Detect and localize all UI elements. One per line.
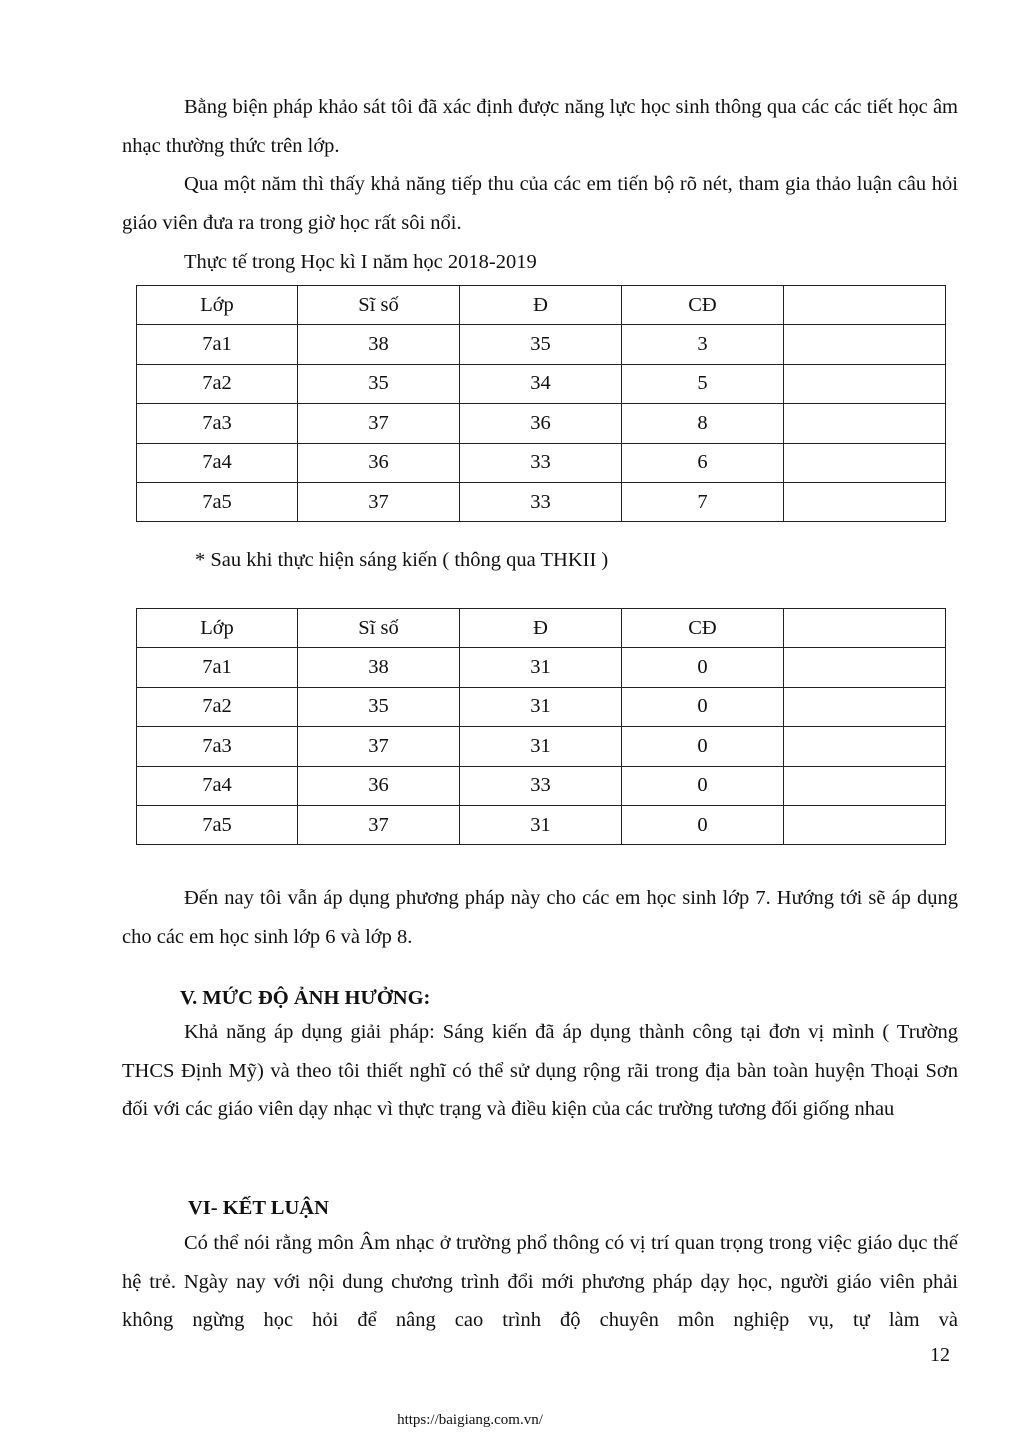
- table-cell: [784, 443, 946, 482]
- table-cell: 36: [460, 404, 622, 443]
- table-cell: 7a3: [137, 727, 298, 766]
- table1-caption: Thực tế trong Học kì I năm học 2018-2019: [184, 251, 537, 273]
- table-cell: 33: [460, 766, 622, 805]
- section-6-body: Có thể nói rằng môn Âm nhạc ở trường phổ thông có vị trí quan trọng trong việc giáo dục thế hệ trẻ. Ngày nay với nội dung chương trình đổi mới phương pháp dạy học, người giáo viên phải không ngừng học hỏi để nâng cao trình độ chuyên môn nghiệp vụ, tự làm và: [122, 1232, 958, 1331]
- header-cell: [784, 286, 946, 325]
- table-row: [137, 727, 946, 766]
- section-6-heading: VI- KẾT LUẬN: [188, 1197, 329, 1219]
- table-cell: 35: [298, 687, 460, 726]
- table-cell: [784, 687, 946, 726]
- header-cell: Đ: [460, 286, 622, 325]
- table-cell: 0: [622, 648, 784, 687]
- after-tables-paragraph: Đến nay tôi vẫn áp dụng phương pháp này cho các em học sinh lớp 7. Hướng tới sẽ áp dụng cho các em học sinh lớp 6 và lớp 8.: [122, 887, 958, 948]
- section-5-body: Khả năng áp dụng giải pháp: Sáng kiến đã áp dụng thành công tại đơn vị mình ( Trường THCS Định Mỹ) và theo tôi thiết nghĩ có thể sử dụng rộng rãi trong địa bàn toàn huyện Thoại Sơn đối với các giáo viên dạy nhạc vì thực trạng và điều kiện của các trường tương đối giống nhau: [122, 1021, 958, 1120]
- table-cell: 7a1: [137, 648, 298, 687]
- header-cell: CĐ: [622, 609, 784, 648]
- footer-url: https://baigiang.com.vn/: [397, 1412, 543, 1428]
- table-row: [137, 805, 946, 844]
- table-cell: 38: [298, 648, 460, 687]
- table-cell: 0: [622, 766, 784, 805]
- table-cell: 7: [622, 482, 784, 521]
- results-table-after-initiative: [136, 608, 946, 845]
- table-cell: 7a5: [137, 805, 298, 844]
- header-cell: Lớp: [137, 286, 298, 325]
- table-cell: 0: [622, 805, 784, 844]
- results-table-semester-1: [136, 285, 946, 522]
- table-cell: [784, 364, 946, 403]
- table-cell: 31: [460, 687, 622, 726]
- table-row: [137, 325, 946, 364]
- section-5-heading: V. MỨC ĐỘ ẢNH HƯỞNG:: [180, 987, 431, 1009]
- table-cell: 5: [622, 364, 784, 403]
- table-cell: 3: [622, 325, 784, 364]
- table-row: [137, 443, 946, 482]
- table-cell: 33: [460, 482, 622, 521]
- header-cell: Sĩ số: [298, 609, 460, 648]
- table-cell: 37: [298, 482, 460, 521]
- table-cell: 37: [298, 727, 460, 766]
- table-row: [137, 364, 946, 403]
- table-header-row: [137, 609, 946, 648]
- intro-paragraph-2: Qua một năm thì thấy khả năng tiếp thu của các em tiến bộ rõ nét, tham gia thảo luận câu hỏi giáo viên đưa ra trong giờ học rất sôi nổi.: [122, 173, 958, 234]
- table-cell: 33: [460, 443, 622, 482]
- table-cell: [784, 482, 946, 521]
- table-row: [137, 648, 946, 687]
- header-cell: CĐ: [622, 286, 784, 325]
- table-cell: [784, 766, 946, 805]
- table-cell: 0: [622, 727, 784, 766]
- table-row: [137, 404, 946, 443]
- table-cell: [784, 805, 946, 844]
- header-cell: Đ: [460, 609, 622, 648]
- table-cell: 35: [460, 325, 622, 364]
- table-cell: 35: [298, 364, 460, 403]
- table-cell: 31: [460, 648, 622, 687]
- header-cell: [784, 609, 946, 648]
- table-cell: 7a2: [137, 687, 298, 726]
- header-cell: Sĩ số: [298, 286, 460, 325]
- page-number: 12: [930, 1344, 950, 1366]
- table-cell: 7a4: [137, 443, 298, 482]
- table-cell: 0: [622, 687, 784, 726]
- table-cell: 6: [622, 443, 784, 482]
- table-cell: 7a2: [137, 364, 298, 403]
- table-row: [137, 482, 946, 521]
- table-header-row: [137, 286, 946, 325]
- table-row: [137, 766, 946, 805]
- table-cell: 37: [298, 805, 460, 844]
- table-cell: 37: [298, 404, 460, 443]
- table-cell: 7a3: [137, 404, 298, 443]
- table-cell: 7a4: [137, 766, 298, 805]
- intro-paragraph-1: Bằng biện pháp khảo sát tôi đã xác định được năng lực học sinh thông qua các các tiết học âm nhạc thường thức trên lớp.: [122, 96, 958, 157]
- table2-caption: * Sau khi thực hiện sáng kiến ( thông qua THKII ): [195, 549, 609, 571]
- table-cell: 7a5: [137, 482, 298, 521]
- table-cell: 34: [460, 364, 622, 403]
- table-cell: 36: [298, 766, 460, 805]
- table-cell: 38: [298, 325, 460, 364]
- table-cell: 31: [460, 805, 622, 844]
- table-cell: 7a1: [137, 325, 298, 364]
- table-cell: 8: [622, 404, 784, 443]
- header-cell: Lớp: [137, 609, 298, 648]
- table-row: [137, 687, 946, 726]
- table-cell: [784, 404, 946, 443]
- table-cell: 36: [298, 443, 460, 482]
- table-cell: 31: [460, 727, 622, 766]
- table-cell: [784, 325, 946, 364]
- table-cell: [784, 727, 946, 766]
- table-cell: [784, 648, 946, 687]
